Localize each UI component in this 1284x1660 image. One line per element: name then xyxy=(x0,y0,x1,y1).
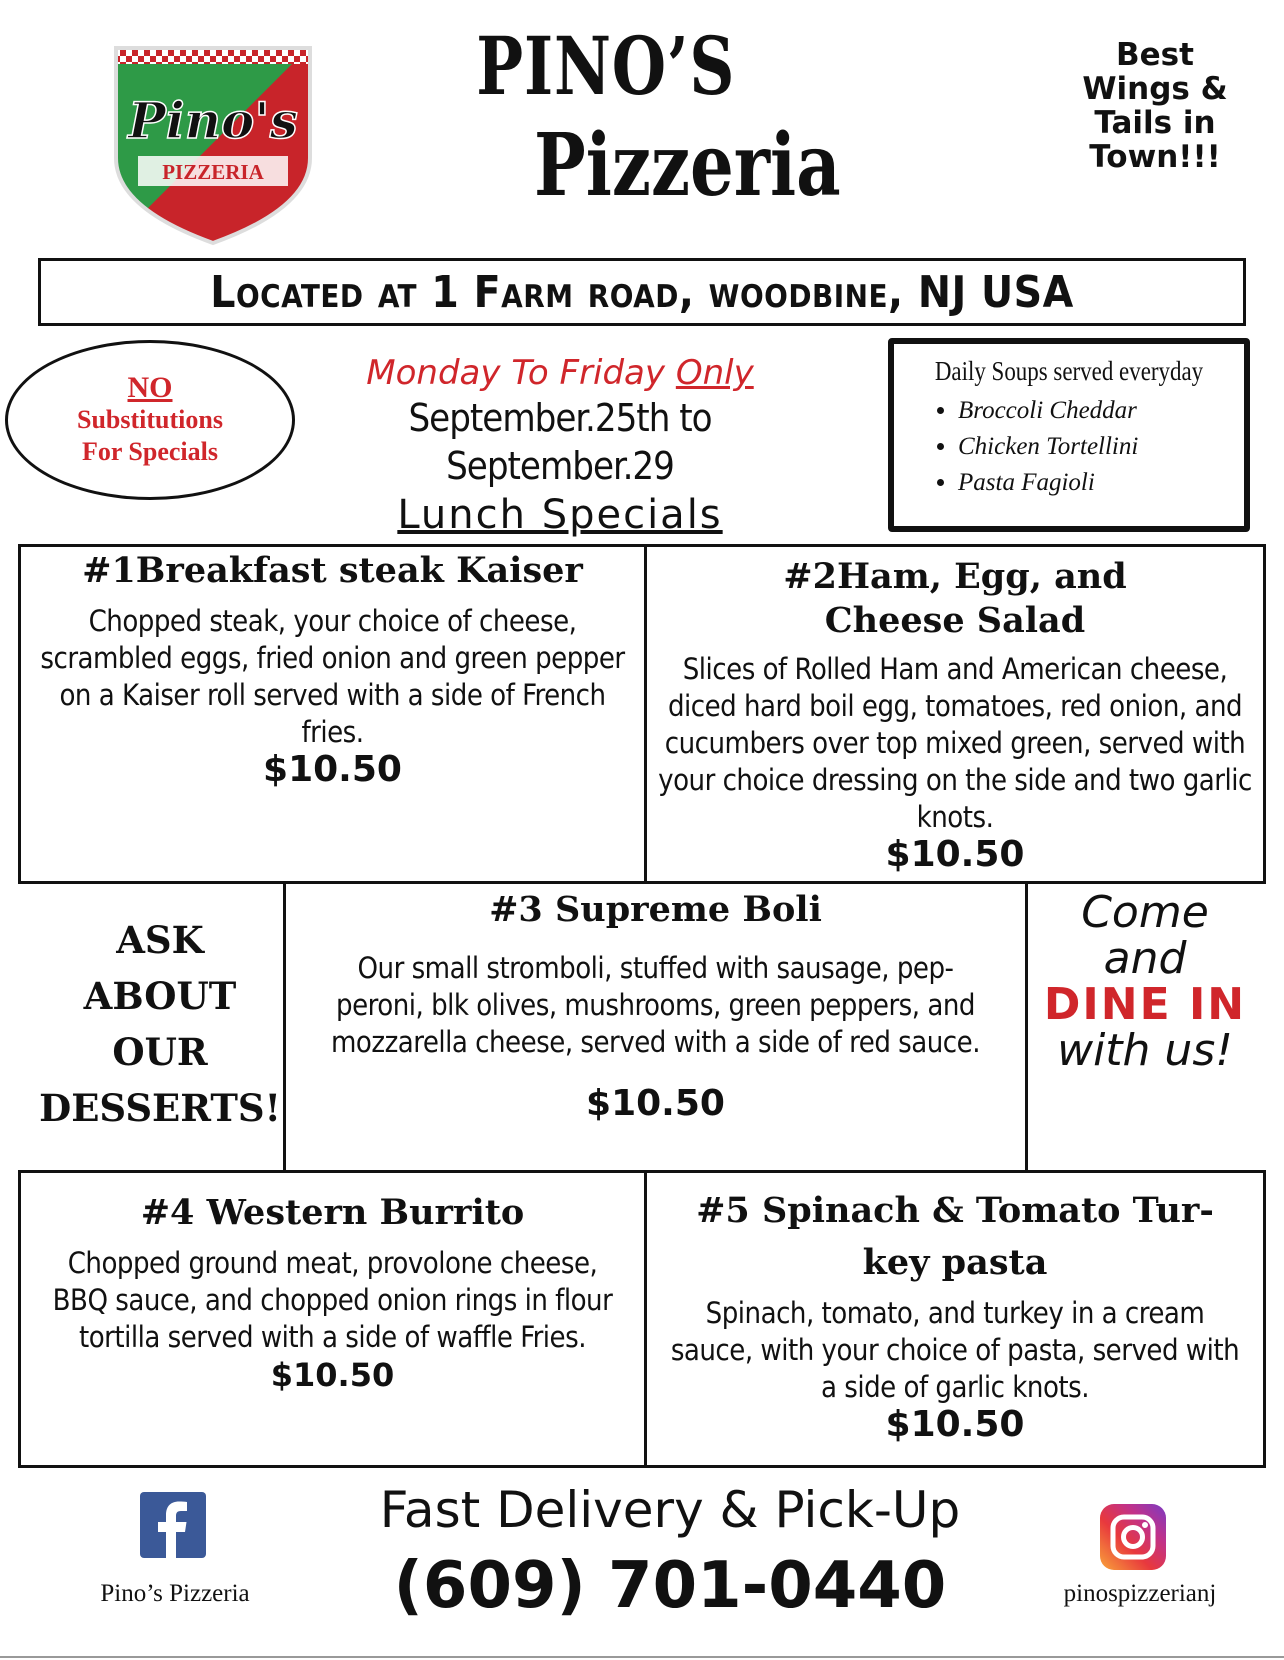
days-prefix: Monday To Friday xyxy=(366,353,676,393)
slogan-line: Wings & xyxy=(1082,71,1228,107)
item-price: $10.50 xyxy=(885,1404,1025,1445)
phone-number: (609) 701-0440 xyxy=(393,1549,947,1623)
dine-line: Come xyxy=(1081,887,1209,938)
schedule xyxy=(300,352,820,540)
item-title: #5 Spinach & Tomato Tur-key pasta xyxy=(696,1190,1214,1283)
lunch-specials-heading: Lunch Specials xyxy=(397,492,723,538)
slogan-line: Tails in xyxy=(1094,105,1216,141)
dine-line: and xyxy=(1103,933,1187,984)
date-range: September.25th to September.29 xyxy=(408,396,712,488)
dine-in-note xyxy=(1030,887,1260,1076)
delivery-text: Fast Delivery & Pick-Up xyxy=(379,1481,961,1539)
item-price: $10.50 xyxy=(885,834,1025,875)
item-desc: Slices of Rolled Ham and American cheese, diced hard boil egg, tomatoes, red onion, and cucumbers over top mixed green, served with your choice dressing on the side and two garlic knots. xyxy=(658,652,1252,834)
no-subs-line1: Substitutions xyxy=(77,405,223,434)
item-price: $10.50 xyxy=(263,749,402,790)
item-desc: Spinach, tomato, and turkey in a cream sauce, with your choice of pasta, served with a side of garlic knots. xyxy=(670,1296,1240,1404)
desserts-note xyxy=(30,912,290,1136)
divider xyxy=(0,1656,1284,1658)
list-item: • Chicken Tortellini xyxy=(958,429,1230,465)
instagram-icon[interactable] xyxy=(1100,1504,1166,1570)
slogan-line: Town!!! xyxy=(1089,139,1221,175)
location-banner: Located at 1 Farm road, woodbine, NJ USA xyxy=(38,258,1246,326)
item-desc: Chopped steak, your choice of cheese, scrambled eggs, fried onion and green pepper on a Kaiser roll served with a side of French fries. xyxy=(40,604,625,749)
desserts-line: ABOUT OUR xyxy=(83,974,237,1074)
item-title: #3 Supreme Boli xyxy=(489,889,822,930)
title-bottom: Pizzeria xyxy=(534,115,841,216)
item-desc: Chopped ground meat, provolone cheese, BBQ sauce, and chopped onion rings in flour tortilla served with a side of waffle Fries. xyxy=(52,1246,613,1354)
soups-list xyxy=(908,393,1230,501)
logo-script: Pino's xyxy=(128,91,298,150)
list-item: • Broccoli Cheddar xyxy=(958,393,1230,429)
no-substitutions-badge xyxy=(5,340,295,500)
instagram-label: pinospizzerianj xyxy=(1063,1580,1217,1607)
no-text: NO xyxy=(127,371,173,404)
days-only: Only xyxy=(675,353,754,393)
days-line xyxy=(300,352,820,394)
item-desc: Our small stromboli, stuffed with sausage, pep-peroni, blk olives, mushrooms, green peppers, and mozzarella cheese, served with a side of red sauce. xyxy=(331,951,980,1059)
special-item-2 xyxy=(644,544,1266,884)
slogan-line: Best xyxy=(1116,37,1194,73)
pizzeria-logo xyxy=(108,38,318,248)
special-item-5 xyxy=(644,1170,1266,1468)
item-price: $10.50 xyxy=(270,1356,395,1394)
special-item-3 xyxy=(283,881,1028,1173)
item-price: $10.50 xyxy=(586,1083,725,1124)
title-top: PINO’S xyxy=(476,19,736,113)
list-item: • Pasta Fagioli xyxy=(958,465,1230,501)
desserts-line: DESSERTS! xyxy=(39,1086,281,1130)
item-title: #2Ham, Egg, and Cheese Salad xyxy=(783,556,1127,641)
slogan xyxy=(1070,38,1240,174)
special-item-4 xyxy=(18,1170,647,1468)
item-title: #4 Western Burrito xyxy=(140,1192,525,1233)
item-title: #1Breakfast steak Kaiser xyxy=(82,550,583,591)
logo-word: PIZZERIA xyxy=(162,160,264,184)
facebook-icon[interactable] xyxy=(140,1492,206,1558)
no-subs-line2: For Specials xyxy=(81,437,219,466)
dine-line: with us! xyxy=(1057,1025,1233,1076)
special-item-1 xyxy=(18,544,647,884)
dine-in-highlight: DINE IN xyxy=(1043,979,1247,1030)
desserts-line: ASK xyxy=(116,918,204,962)
daily-soups-box xyxy=(888,338,1250,532)
soups-title: Daily Soups served everyday xyxy=(934,356,1204,386)
facebook-label: Pino’s Pizzeria xyxy=(100,1580,250,1607)
